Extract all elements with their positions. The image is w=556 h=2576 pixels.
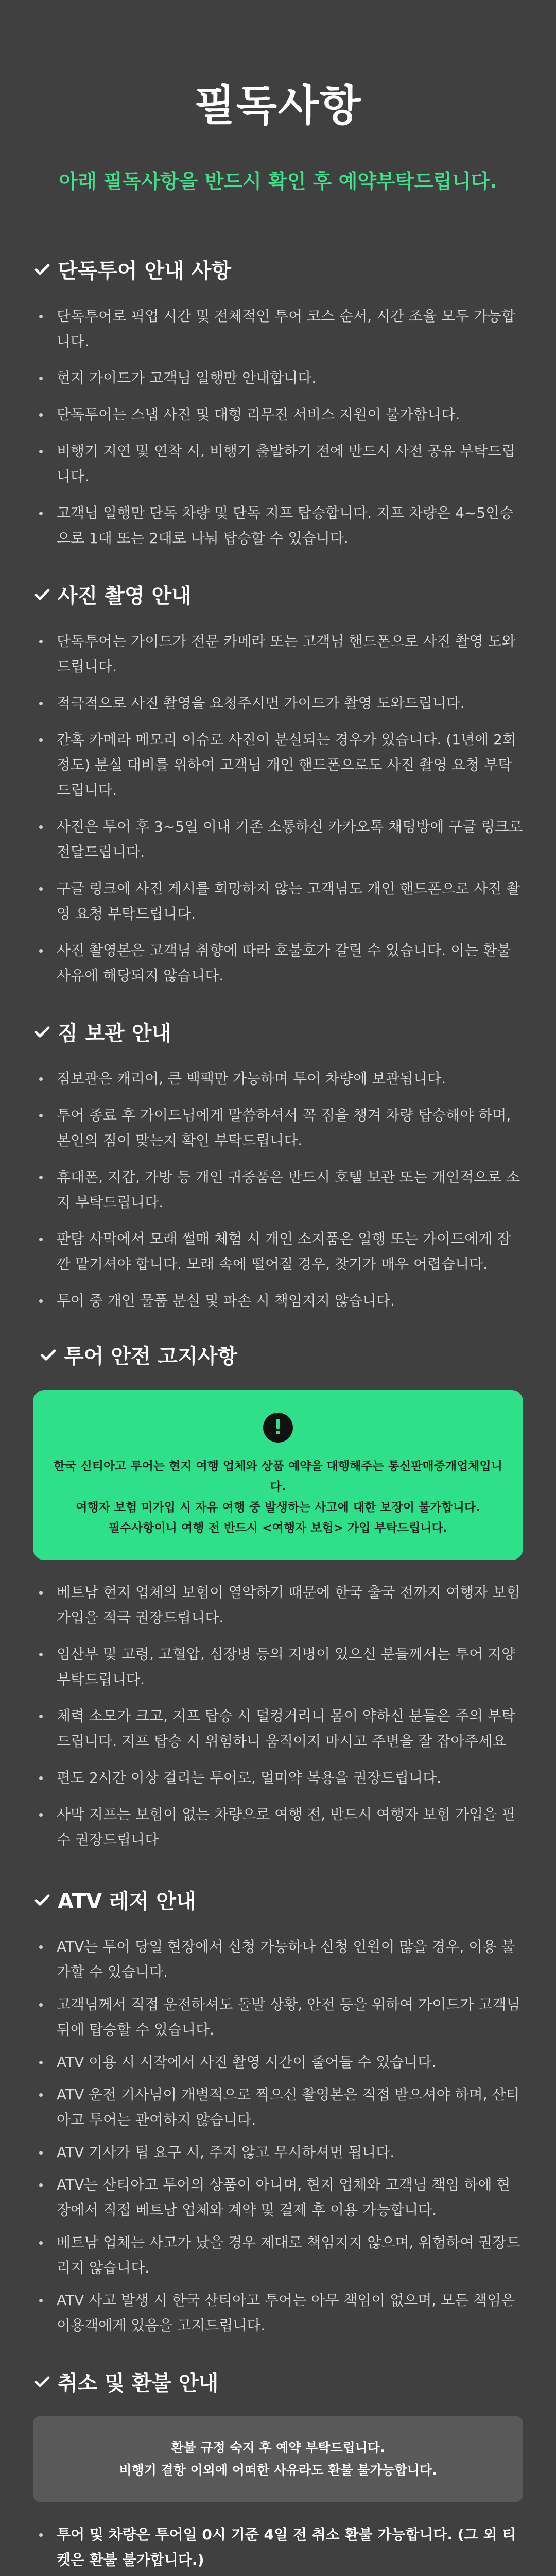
check-icon: [33, 260, 51, 279]
notice-line: 한국 신티아고 투어는 현지 여행 업체와 상품 예약을 대행해주는 통신판매중개업체입니다.: [54, 1460, 502, 1494]
notice-line: 비행기 결항 이외에 어떠한 사유라도 환불 불가능합니다.: [119, 2463, 437, 2478]
section-title: 단독투어 안내 사항: [33, 255, 523, 284]
list-item: 단독투어는 가이드가 전문 카메라 또는 고객님 핸드폰으로 사진 촬영 도와드립니다.: [33, 629, 523, 679]
check-icon: [33, 2372, 51, 2391]
notice-line: 여행자 보험 미가입 시 자유 여행 중 발생하는 사고에 대한 보장이 불가합니다.: [76, 1501, 480, 1514]
list-item: 짐보관은 캐리어, 큰 백팩만 가능하며 투어 차량에 보관됩니다.: [33, 1066, 523, 1091]
section-list: [33, 1580, 523, 1852]
check-icon: [33, 1023, 51, 1041]
list-item: 베트남 현지 업체의 보험이 열악하기 때문에 한국 출국 전까지 여행자 보험 가입을 적극 권장드립니다.: [33, 1580, 523, 1630]
list-item: 고객님 일행만 단독 차량 및 단독 지프 탑승합니다. 지프 차량은 4~5인승으로 1대 또는 2대로 나눠 탑승할 수 있습니다.: [33, 500, 523, 551]
warning-icon: !: [263, 1413, 293, 1443]
check-icon: [33, 1891, 51, 1909]
list-item: ATV 운전 기사님이 개별적으로 찍으신 촬영본은 직접 받으셔야 하며, 산티아고 투어는 관여하지 않습니다.: [33, 2082, 523, 2132]
list-item: 투어 및 차량은 투어일 0시 기준 4일 전 취소 환불 가능합니다. (그 외 티켓은 환불 불가합니다.): [33, 2522, 523, 2572]
list-item: 투어 종료 후 가이드님에게 말씀하셔서 꼭 짐을 챙겨 차량 탑승해야 하며, 본인의 짐이 맞는지 확인 부탁드립니다.: [33, 1103, 523, 1153]
section-luggage: [33, 1017, 523, 1313]
list-item: 판탐 사막에서 모래 썰매 체험 시 개인 소지품은 일행 또는 가이드에게 잠깐 맡기셔야 합니다. 모래 속에 떨어질 경우, 찾기가 매우 어렵습니다.: [33, 1226, 523, 1277]
list-item: 구글 링크에 사진 게시를 희망하지 않는 고객님도 개인 핸드폰으로 사진 촬영 요청 부탁드립니다.: [33, 876, 523, 926]
list-item: ATV 기사가 팁 요구 시, 주지 않고 무시하셔면 됩니다.: [33, 2140, 523, 2165]
safety-notice-box: [33, 1390, 523, 1560]
section-list: [33, 303, 523, 551]
section-list: [33, 2522, 523, 2576]
list-item: 고객님께서 직접 운전하셔도 돌발 상황, 안전 등을 위하여 가이드가 고객님 뒤에 탑승할 수 있습니다.: [33, 1992, 523, 2042]
page-subtitle: 아래 필독사항을 반드시 확인 후 예약부탁드립니다.: [59, 170, 497, 193]
list-item: 단독투어는 스냅 사진 및 대형 리무진 서비스 지원이 불가합니다.: [33, 402, 523, 427]
list-item: 사진은 투어 후 3~5일 이내 기존 소통하신 카카오톡 채팅방에 구글 링크로 전달드립니다.: [33, 814, 523, 865]
section-title: 사진 촬영 안내: [33, 580, 523, 609]
list-item: 베트남 업체는 사고가 났을 경우 제대로 책임지지 않으며, 위험하여 권장드리지 않습니다.: [33, 2230, 523, 2280]
section-photo: [33, 580, 523, 988]
section-list: [33, 1934, 523, 2338]
list-item: 편도 2시간 이상 걸리는 투어로, 멀미약 복용을 권장드립니다.: [33, 1765, 523, 1790]
list-item: ATV 사고 발생 시 한국 산티아고 투어는 아무 책임이 없으며, 모든 책임은 이용객에게 있음을 고지드립니다.: [33, 2287, 523, 2338]
check-icon: [33, 585, 51, 604]
section-title: 취소 및 환불 안내: [33, 2367, 523, 2396]
page-title: 필독사항: [194, 81, 362, 130]
list-item: 임산부 및 고령, 고혈압, 심장병 등의 지병이 있으신 분들께서는 투어 지양 부탁드립니다.: [33, 1641, 523, 1692]
list-item: 단독투어로 픽업 시간 및 전체적인 투어 코스 순서, 시간 조율 모두 가능합니다.: [33, 303, 523, 354]
section-atv: [33, 1885, 523, 2338]
section-safety: [33, 1340, 523, 1852]
list-item: 간혹 카메라 메모리 이슈로 사진이 분실되는 경우가 있습니다. (1년에 2회 정도) 분실 대비를 위하여 고객님 개인 핸드폰으로도 사진 촬영 요청 부탁드립니다.: [33, 727, 523, 803]
section-list: [33, 1066, 523, 1313]
refund-notice-box: [33, 2416, 523, 2502]
page-header: [0, 0, 556, 194]
section-private-tour: [33, 255, 523, 551]
section-list: [33, 629, 523, 988]
list-item: 비행기 지연 및 연착 시, 비행기 출발하기 전에 반드시 사전 공유 부탁드립니다.: [33, 438, 523, 489]
list-item: 사진 촬영본은 고객님 취향에 따라 호불호가 갈릴 수 있습니다. 이는 환불 사유에 해당되지 않습니다.: [33, 938, 523, 988]
section-title: 짐 보관 안내: [33, 1017, 523, 1046]
check-icon: [39, 1346, 58, 1364]
list-item: 적극적으로 사진 촬영을 요청주시면 가이드가 촬영 도와드립니다.: [33, 690, 523, 716]
list-item: 현지 가이드가 고객님 일행만 안내합니다.: [33, 365, 523, 391]
list-item: 사막 지프는 보험이 없는 차량으로 여행 전, 반드시 여행자 보험 가입을 필수 권장드립니다: [33, 1802, 523, 1852]
list-item: ATV는 산티아고 투어의 상품이 아니며, 현지 업체와 고객님 책임 하에 현장에서 직접 베트남 업체와 계약 및 결제 후 이용 가능합니다.: [33, 2172, 523, 2223]
notice-line: 필수사항이니 여행 전 반드시 <여행자 보험> 가입 부탁드립니다.: [108, 1521, 448, 1535]
notice-line: 환불 규정 숙지 후 예약 부탁드립니다.: [171, 2440, 385, 2455]
list-item: 체력 소모가 크고, 지프 탑승 시 덜컹거리니 몸이 약하신 분들은 주의 부탁드립니다. 지프 탑승 시 위험하니 움직이지 마시고 주변을 잘 잡아주세요: [33, 1703, 523, 1754]
section-refund: [33, 2367, 523, 2576]
list-item: 휴대폰, 지갑, 가방 등 개인 귀중품은 반드시 호텔 보관 또는 개인적으로 소지 부탁드립니다.: [33, 1164, 523, 1215]
section-title: 투어 안전 고지사항: [33, 1340, 523, 1369]
list-item: ATV는 투어 당일 현장에서 신청 가능하나 신청 인원이 많을 경우, 이용 불가할 수 있습니다.: [33, 1934, 523, 1985]
list-item: ATV 이용 시 시작에서 사진 촬영 시간이 줄어들 수 있습니다.: [33, 2049, 523, 2075]
section-title: ATV 레저 안내: [33, 1885, 523, 1914]
list-item: 투어 중 개인 물품 분실 및 파손 시 책임지지 않습니다.: [33, 1288, 523, 1313]
